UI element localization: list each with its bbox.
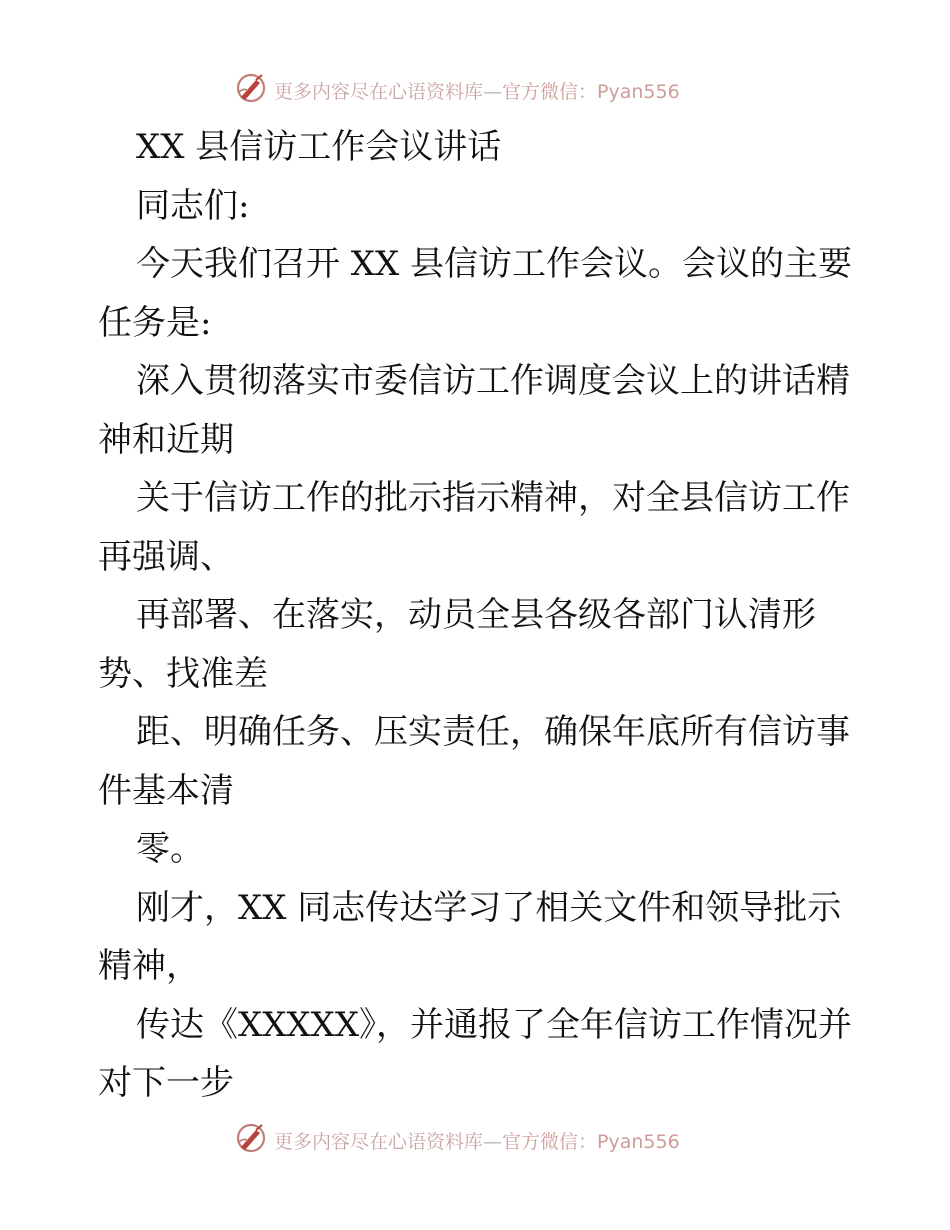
paragraph-line: 神和近期 bbox=[98, 419, 234, 460]
paragraph-line: 任务是: bbox=[98, 302, 212, 343]
paragraph-line: 距、明确任务、压实责任，确保年底所有信访事 bbox=[136, 712, 850, 752]
watermark-site-text: 更多内容尽在心语资料库 bbox=[274, 1130, 484, 1153]
watermark-separator: — bbox=[483, 80, 503, 103]
document-title: XX 县信访工作会议讲话 bbox=[136, 127, 502, 167]
quill-pen-logo-icon bbox=[234, 1121, 268, 1159]
watermark-wechat-label: 官方微信： bbox=[502, 80, 598, 103]
watermark-text bbox=[274, 77, 680, 104]
paragraph-line: 传达《XXXXX》，并通报了全年信访工作情况并 bbox=[136, 1004, 853, 1045]
document-body bbox=[98, 118, 858, 1113]
paragraph-line: 精神， bbox=[98, 946, 200, 986]
paragraph-line: 件基本清 bbox=[98, 770, 234, 811]
paragraph-line: 再强调、 bbox=[98, 536, 234, 577]
watermark-wechat-label: 官方微信： bbox=[502, 1130, 598, 1153]
paragraph-line: 深入贯彻落实市委信访工作调度会议上的讲话精 bbox=[136, 361, 850, 401]
quill-pen-logo-icon bbox=[234, 71, 268, 109]
watermark-wechat-id: Pyan556 bbox=[597, 1130, 680, 1153]
paragraph-line: 再部署、在落实，动员全县各级各部门认清形 bbox=[136, 595, 816, 635]
paragraph-line: 刚才，XX 同志传达学习了相关文件和领导批示 bbox=[136, 887, 842, 928]
watermark-site-text: 更多内容尽在心语资料库 bbox=[274, 80, 484, 103]
paragraph-line: 零。 bbox=[136, 829, 204, 869]
watermark-wechat-id: Pyan556 bbox=[597, 80, 680, 103]
footer-watermark bbox=[234, 1122, 680, 1158]
paragraph-line: 同志们: bbox=[136, 185, 250, 226]
paragraph-line: 对下一步 bbox=[98, 1063, 234, 1103]
paragraph-line: 今天我们召开 XX 县信访工作会议。会议的主要 bbox=[136, 244, 853, 284]
header-watermark bbox=[234, 72, 680, 108]
paragraph-line: 关于信访工作的批示指示精神，对全县信访工作 bbox=[136, 478, 850, 518]
watermark-separator: — bbox=[483, 1130, 503, 1153]
watermark-text bbox=[274, 1127, 680, 1154]
paragraph-line: 势、找准差 bbox=[98, 653, 268, 694]
